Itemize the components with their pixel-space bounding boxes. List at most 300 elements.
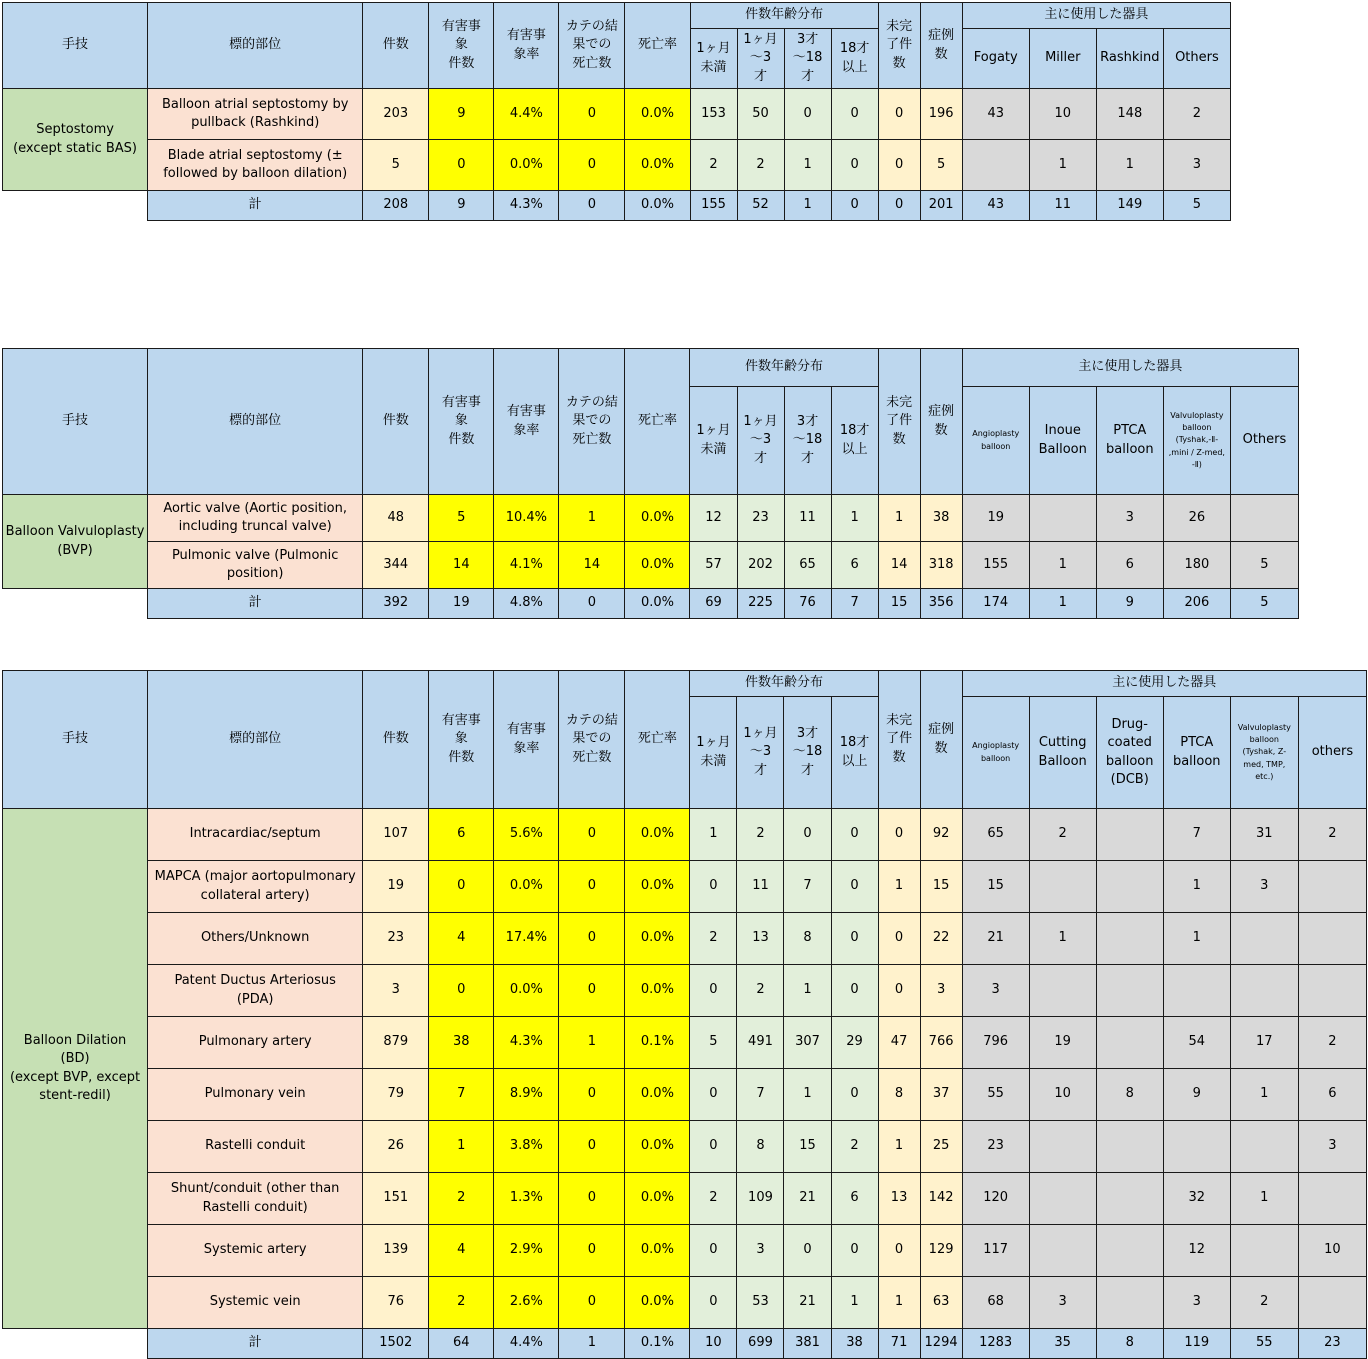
cell-adverse-count: 6 [429,809,494,861]
target-site: Shunt/conduit (other than Rastelli conduit) [148,1173,363,1225]
header-technique: 手技 [3,349,148,495]
cell-device: 6 [1298,1069,1366,1121]
total-label: 計 [148,1329,363,1359]
header-age-3y-18y: 3才 ～18 才 [784,697,831,809]
cell-death-rate: 0.0% [625,495,690,542]
cell-incomplete: 0 [878,140,920,191]
cell-age-18y-plus: 0 [831,1069,878,1121]
cell-incomplete: 47 [878,1017,920,1069]
cell-adverse-rate: 3.8% [494,1121,559,1173]
cell-death-count: 14 [559,542,625,589]
cell-age-3y-18y: 0 [784,1225,831,1277]
cell-device: 19 [962,495,1029,542]
cell-age-18y-plus: 29 [831,1017,878,1069]
cell-age-18y-plus: 0 [831,913,878,965]
cell-device: 19 [1029,1017,1096,1069]
header-age-group: 件数年齢分布 [690,349,878,387]
cell-device [1230,913,1298,965]
cell-cases: 63 [920,1277,962,1329]
total-ae: 19 [429,589,494,619]
cell-adverse-rate: 2.6% [494,1277,559,1329]
cell-death-rate: 0.0% [625,861,690,913]
cell-adverse-count: 5 [429,495,494,542]
cell-age-3y-18y: 0 [784,89,831,140]
cell-device: 1 [1029,140,1096,191]
cell-count: 48 [363,495,429,542]
header-count: 件数 [363,671,429,809]
header-adverse-rate: 有害事 象率 [494,349,559,495]
cell-age-under-1m: 0 [690,1121,737,1173]
cell-device: 1 [1163,861,1230,913]
total-cases: 356 [920,589,962,619]
cell-age-3y-18y: 11 [784,495,831,542]
total-count: 208 [363,191,429,221]
cell-adverse-count: 0 [429,965,494,1017]
header-age-3y-18y: 3才 ～18 才 [784,29,831,89]
cell-age-under-1m: 2 [690,1173,737,1225]
balloon-dilation-table [2,670,1367,1359]
total-device: 5 [1163,191,1230,221]
cell-death-rate: 0.0% [625,542,690,589]
cell-device: 3 [1230,861,1298,913]
header-device: Others [1230,387,1298,495]
cell-device [1096,809,1163,861]
cell-age-1m-3y: 202 [737,542,784,589]
table-row [3,965,1367,1017]
total-a2: 52 [737,191,784,221]
header-cases: 症例 数 [920,3,962,89]
header-age-group: 件数年齢分布 [690,671,878,697]
cell-adverse-count: 4 [429,1225,494,1277]
total-death: 0 [559,589,625,619]
table-row [3,1173,1367,1225]
cell-device: 796 [962,1017,1029,1069]
header-device: Inoue Balloon [1029,387,1096,495]
cell-device [1298,1173,1366,1225]
cell-device [1096,913,1163,965]
cell-death-count: 0 [559,89,625,140]
total-device: 11 [1029,191,1096,221]
cell-age-18y-plus: 6 [831,1173,878,1225]
cell-device: 1 [1029,542,1096,589]
header-adverse-rate: 有害事 象率 [494,3,559,89]
table-row [3,495,1299,542]
cell-device: 10 [1298,1225,1366,1277]
header-incomplete: 未完 了件 数 [878,671,920,809]
table-row [3,1017,1367,1069]
cell-incomplete: 0 [878,965,920,1017]
header-age-under-1m: 1ヶ月 未満 [690,697,737,809]
cell-cases: 92 [920,809,962,861]
cell-count: 203 [363,89,429,140]
cell-adverse-count: 7 [429,1069,494,1121]
cell-age-under-1m: 0 [690,1277,737,1329]
cell-death-rate: 0.0% [625,1173,690,1225]
cell-device [1096,1277,1163,1329]
target-site: Systemic vein [148,1277,363,1329]
cell-device: 2 [1163,89,1230,140]
cell-adverse-count: 4 [429,913,494,965]
cell-device: 68 [962,1277,1029,1329]
header-death-rate: 死亡率 [625,671,690,809]
cell-death-rate: 0.0% [625,1121,690,1173]
cell-device: 3 [1163,1277,1230,1329]
cell-device [1163,965,1230,1017]
cell-adverse-rate: 17.4% [494,913,559,965]
total-device: 149 [1096,191,1163,221]
header-death-rate: 死亡率 [625,3,690,89]
cell-age-under-1m: 0 [690,965,737,1017]
cell-cases: 766 [920,1017,962,1069]
cell-age-under-1m: 5 [690,1017,737,1069]
total-cases: 1294 [920,1329,962,1359]
cell-incomplete: 1 [878,861,920,913]
cell-age-3y-18y: 15 [784,1121,831,1173]
header-device: Rashkind [1096,29,1163,89]
cell-age-18y-plus: 0 [831,1225,878,1277]
cell-death-rate: 0.0% [625,89,690,140]
technique-name: Septostomy (except static BAS) [3,89,148,191]
cell-device: 1 [1029,913,1096,965]
cell-age-1m-3y: 109 [737,1173,784,1225]
table-row [3,913,1367,965]
target-site: Rastelli conduit [148,1121,363,1173]
cell-device [1029,1225,1096,1277]
cell-device [1096,1121,1163,1173]
target-site: Intracardiac/septum [148,809,363,861]
total-count: 392 [363,589,429,619]
cell-device: 17 [1230,1017,1298,1069]
table-row [3,861,1367,913]
cell-age-3y-18y: 1 [784,140,831,191]
cell-device: 8 [1096,1069,1163,1121]
cell-death-count: 0 [559,861,625,913]
target-site: Pulmonary artery [148,1017,363,1069]
total-label: 計 [148,191,363,221]
total-device: 1 [1029,589,1096,619]
cell-adverse-rate: 0.0% [494,861,559,913]
cell-age-under-1m: 0 [690,861,737,913]
cell-device [1230,1225,1298,1277]
cell-device: 3 [1163,140,1230,191]
cell-device [1029,965,1096,1017]
cell-device: 31 [1230,809,1298,861]
header-adverse-rate: 有害事 象率 [494,671,559,809]
cell-device: 12 [1163,1225,1230,1277]
cell-age-1m-3y: 23 [737,495,784,542]
cell-age-under-1m: 12 [690,495,737,542]
cell-incomplete: 8 [878,1069,920,1121]
cell-age-1m-3y: 2 [737,140,784,191]
cell-adverse-count: 9 [429,89,494,140]
cell-device: 2 [1298,1017,1366,1069]
cell-device: 2 [1230,1277,1298,1329]
header-cases: 症例 数 [920,671,962,809]
header-age-3y-18y: 3才 ～18 才 [784,387,831,495]
cell-age-1m-3y: 491 [737,1017,784,1069]
cell-device: 120 [962,1173,1029,1225]
target-site: Blade atrial septostomy (± followed by balloon dilation) [148,140,363,191]
cell-device [1298,913,1366,965]
cell-death-count: 0 [559,1225,625,1277]
total-device: 55 [1230,1329,1298,1359]
cell-cases: 5 [920,140,962,191]
cell-device [1029,495,1096,542]
cell-cases: 38 [920,495,962,542]
header-device: Cutting Balloon [1029,697,1096,809]
blank-cell [3,1329,148,1359]
cell-device: 2 [1029,809,1096,861]
cell-device: 180 [1163,542,1230,589]
cell-age-3y-18y: 307 [784,1017,831,1069]
cell-age-3y-18y: 7 [784,861,831,913]
cell-death-count: 0 [559,1277,625,1329]
cell-age-3y-18y: 65 [784,542,831,589]
cell-age-1m-3y: 50 [737,89,784,140]
cell-device: 3 [962,965,1029,1017]
table-row [3,542,1299,589]
cell-device: 10 [1029,1069,1096,1121]
cell-device [1230,495,1298,542]
table-row [3,1069,1367,1121]
cell-adverse-count: 14 [429,542,494,589]
cell-age-1m-3y: 13 [737,913,784,965]
cell-device: 5 [1230,542,1298,589]
cell-device [1096,1225,1163,1277]
total-a2: 225 [737,589,784,619]
cell-adverse-rate: 10.4% [494,495,559,542]
cell-device: 117 [962,1225,1029,1277]
header-target: 標的部位 [148,3,363,89]
cell-incomplete: 1 [878,1121,920,1173]
valvuloplasty-table [2,348,1299,619]
total-device: 5 [1230,589,1298,619]
cell-adverse-rate: 5.6% [494,809,559,861]
cell-cases: 3 [920,965,962,1017]
total-death-rate: 0.1% [625,1329,690,1359]
cell-age-18y-plus: 0 [831,809,878,861]
header-device: PTCA balloon [1096,387,1163,495]
total-ae: 9 [429,191,494,221]
total-device: 1283 [962,1329,1029,1359]
cell-device: 15 [962,861,1029,913]
target-site: Systemic artery [148,1225,363,1277]
header-device: Angioplasty balloon [962,387,1029,495]
header-technique: 手技 [3,3,148,89]
septostomy-table [2,2,1231,221]
cell-age-18y-plus: 2 [831,1121,878,1173]
cell-age-18y-plus: 0 [831,861,878,913]
cell-device: 155 [962,542,1029,589]
cell-death-rate: 0.0% [625,1277,690,1329]
total-cases: 201 [920,191,962,221]
header-device: Miller [1029,29,1096,89]
cell-age-3y-18y: 21 [784,1277,831,1329]
header-device-group: 主に使用した器具 [962,3,1230,29]
cell-device: 10 [1029,89,1096,140]
technique-name: Balloon Valvuloplasty (BVP) [3,495,148,589]
cell-count: 26 [363,1121,429,1173]
header-device: Valvuloplasty balloon (Tyshak,-Ⅱ- ,mini / Z-med, -Ⅱ) [1163,387,1230,495]
cell-device: 3 [1298,1121,1366,1173]
cell-count: 19 [363,861,429,913]
cell-incomplete: 0 [878,809,920,861]
cell-age-3y-18y: 21 [784,1173,831,1225]
cell-cases: 129 [920,1225,962,1277]
header-age-under-1m: 1ヶ月 未満 [690,29,737,89]
cell-age-under-1m: 153 [690,89,737,140]
cell-age-under-1m: 1 [690,809,737,861]
total-a3: 76 [784,589,831,619]
total-device: 9 [1096,589,1163,619]
total-device: 23 [1298,1329,1366,1359]
cell-death-count: 0 [559,140,625,191]
cell-device: 21 [962,913,1029,965]
header-device: Drug- coated balloon (DCB) [1096,697,1163,809]
cell-incomplete: 14 [878,542,920,589]
total-a4: 7 [831,589,878,619]
cell-device: 26 [1163,495,1230,542]
cell-adverse-count: 38 [429,1017,494,1069]
total-a1: 10 [690,1329,737,1359]
cell-count: 139 [363,1225,429,1277]
cell-cases: 22 [920,913,962,965]
target-site: Others/Unknown [148,913,363,965]
cell-incomplete: 13 [878,1173,920,1225]
cell-device: 65 [962,809,1029,861]
header-target: 標的部位 [148,349,363,495]
cell-age-3y-18y: 1 [784,965,831,1017]
header-device: PTCA balloon [1163,697,1230,809]
target-site: Aortic valve (Aortic position, including truncal valve) [148,495,363,542]
cell-death-rate: 0.0% [625,913,690,965]
cell-age-1m-3y: 8 [737,1121,784,1173]
header-age-group: 件数年齢分布 [690,3,878,29]
header-technique: 手技 [3,671,148,809]
cell-age-1m-3y: 3 [737,1225,784,1277]
cell-device [962,140,1029,191]
header-age-18y-plus: 18才 以上 [831,29,878,89]
target-site: MAPCA (major aortopulmonary collateral artery) [148,861,363,913]
cell-death-rate: 0.0% [625,809,690,861]
cell-death-count: 0 [559,913,625,965]
total-ae-rate: 4.3% [494,191,559,221]
header-adverse-count: 有害事 象 件数 [429,349,494,495]
cell-cases: 37 [920,1069,962,1121]
cell-age-18y-plus: 0 [831,89,878,140]
total-a3: 381 [784,1329,831,1359]
table-row [3,809,1367,861]
cell-cases: 142 [920,1173,962,1225]
header-cases: 症例 数 [920,349,962,495]
cell-adverse-count: 0 [429,140,494,191]
header-age-1m-3y: 1ヶ月 ～3 才 [737,387,784,495]
table-row [3,140,1231,191]
cell-device: 2 [1298,809,1366,861]
blank-cell [3,589,148,619]
header-death-count: カテの結 果での 死亡数 [559,3,625,89]
cell-age-under-1m: 0 [690,1069,737,1121]
total-inc: 15 [878,589,920,619]
header-age-under-1m: 1ヶ月 未満 [690,387,737,495]
total-ae: 64 [429,1329,494,1359]
total-ae-rate: 4.8% [494,589,559,619]
total-device: 206 [1163,589,1230,619]
cell-age-1m-3y: 2 [737,809,784,861]
cell-device [1230,965,1298,1017]
total-label: 計 [148,589,363,619]
total-row [3,191,1231,221]
cell-count: 3 [363,965,429,1017]
cell-cases: 196 [920,89,962,140]
table-row [3,1121,1367,1173]
cell-death-rate: 0.0% [625,1225,690,1277]
total-device: 174 [962,589,1029,619]
cell-age-18y-plus: 0 [831,965,878,1017]
cell-age-1m-3y: 53 [737,1277,784,1329]
cell-count: 879 [363,1017,429,1069]
technique-name: Balloon Dilation (BD) (except BVP, except stent-redil) [3,809,148,1329]
cell-count: 344 [363,542,429,589]
cell-incomplete: 0 [878,1225,920,1277]
total-a2: 699 [737,1329,784,1359]
cell-incomplete: 1 [878,1277,920,1329]
cell-death-count: 0 [559,965,625,1017]
cell-count: 76 [363,1277,429,1329]
cell-adverse-count: 1 [429,1121,494,1173]
cell-device [1298,1277,1366,1329]
cell-device [1230,1121,1298,1173]
cell-device [1298,861,1366,913]
cell-device: 7 [1163,809,1230,861]
cell-age-1m-3y: 2 [737,965,784,1017]
cell-count: 107 [363,809,429,861]
total-inc: 71 [878,1329,920,1359]
cell-death-count: 1 [559,495,625,542]
target-site: Pulmonary vein [148,1069,363,1121]
cell-death-count: 1 [559,1017,625,1069]
cell-adverse-rate: 1.3% [494,1173,559,1225]
total-a4: 0 [831,191,878,221]
cell-count: 151 [363,1173,429,1225]
header-death-count: カテの結 果での 死亡数 [559,349,625,495]
total-device: 119 [1163,1329,1230,1359]
header-death-count: カテの結 果での 死亡数 [559,671,625,809]
cell-death-count: 0 [559,1121,625,1173]
header-device-group: 主に使用した器具 [962,349,1298,387]
cell-device: 9 [1163,1069,1230,1121]
header-device: Others [1163,29,1230,89]
cell-device [1163,1121,1230,1173]
cell-adverse-rate: 0.0% [494,965,559,1017]
total-row [3,1329,1367,1359]
header-device: Fogaty [962,29,1029,89]
cell-cases: 15 [920,861,962,913]
total-a4: 38 [831,1329,878,1359]
target-site: Pulmonic valve (Pulmonic position) [148,542,363,589]
cell-age-3y-18y: 0 [784,809,831,861]
cell-adverse-rate: 4.1% [494,542,559,589]
cell-adverse-rate: 0.0% [494,140,559,191]
cell-adverse-rate: 4.4% [494,89,559,140]
header-count: 件数 [363,3,429,89]
cell-device: 148 [1096,89,1163,140]
cell-death-rate: 0.0% [625,965,690,1017]
cell-death-rate: 0.1% [625,1017,690,1069]
table-row [3,1225,1367,1277]
header-target: 標的部位 [148,671,363,809]
cell-device: 54 [1163,1017,1230,1069]
